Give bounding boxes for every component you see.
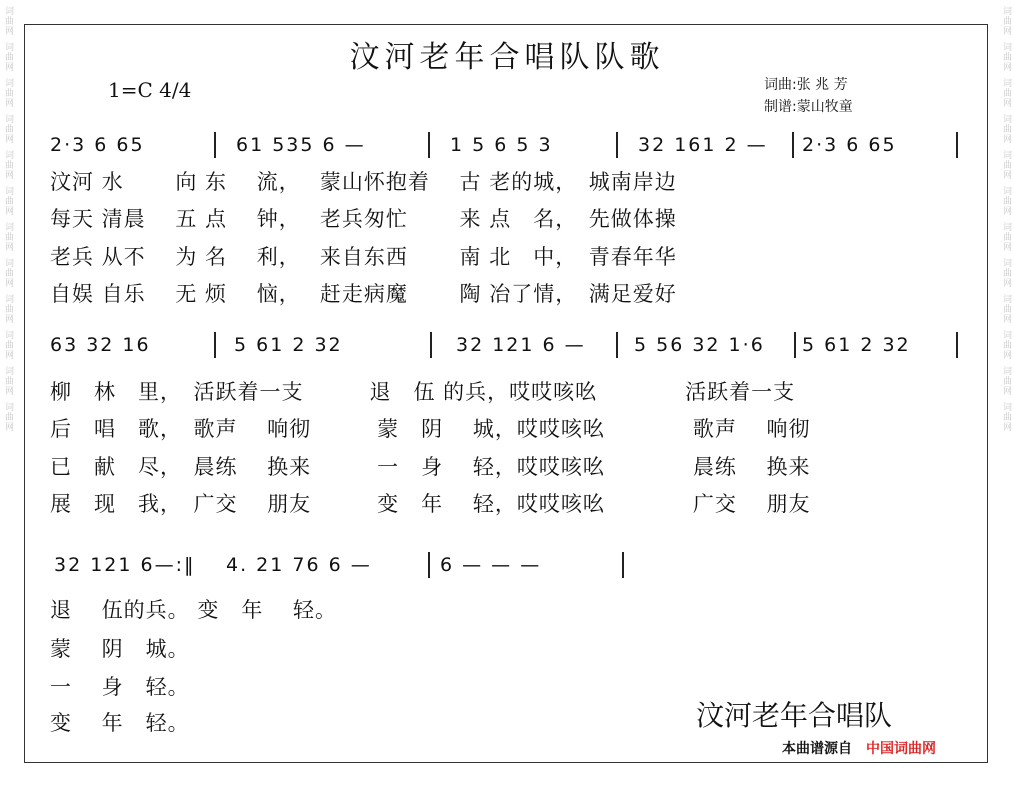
song-title: 汶河老年合唱队队歌	[349, 40, 665, 75]
watermark-text: 词曲网	[3, 150, 13, 180]
key-signature: 1=C 4/4	[108, 78, 192, 102]
measure: 6 — — —	[440, 554, 542, 576]
source-note	[782, 738, 936, 758]
lyric-line: 汶河 水 向 东 流， 蒙山怀抱着 古 老的城， 城南岸边	[50, 170, 677, 194]
bar-line	[214, 132, 216, 158]
watermark-text: 词曲网	[3, 114, 13, 144]
notation-row-1	[50, 128, 960, 168]
measure: 32 121 6—:‖	[54, 554, 196, 576]
lyric-line: 展 现 我， 广交 朋友 变 年 轻，哎哎咳吆 广交 朋友	[50, 492, 811, 516]
bar-line	[428, 552, 430, 578]
watermark-text: 词曲网	[3, 78, 13, 108]
notation-row-3	[50, 548, 650, 588]
measure: 32 121 6 —	[456, 334, 586, 356]
lyric-line: 一 身 轻。	[50, 675, 190, 699]
watermark-text: 词曲网	[3, 186, 13, 216]
left-watermark-strip	[0, 0, 16, 785]
watermark-text: 词曲网	[1001, 42, 1011, 72]
credits	[764, 74, 853, 118]
watermark-text: 词曲网	[3, 330, 13, 360]
measure: 1 5 6 5 3	[450, 134, 553, 156]
watermark-text: 词曲网	[3, 366, 13, 396]
right-watermark-strip	[998, 0, 1014, 785]
bar-line	[214, 332, 216, 358]
measure: 5 56 32 1·6	[634, 334, 765, 356]
watermark-text: 词曲网	[3, 222, 13, 252]
watermark-text: 词曲网	[1001, 330, 1011, 360]
lyric-line: 变 年 轻。	[50, 711, 190, 735]
measure: 5 61 2 32	[234, 334, 343, 356]
lyric-line: 每天 清晨 五 点 钟， 老兵匆忙 来 点 名， 先做体操	[50, 207, 677, 231]
watermark-text: 词曲网	[1001, 6, 1011, 36]
lyric-line: 后 唱 歌， 歌声 响彻 蒙 阴 城，哎哎咳吆 歌声 响彻	[50, 417, 811, 441]
measure: 63 32 16	[50, 334, 151, 356]
lyric-line: 蒙 阴 城。	[50, 637, 190, 661]
lyric-line: 已 献 尽， 晨练 换来 一 身 轻，哎哎咳吆 晨练 换来	[50, 455, 811, 479]
measure: 61 535 6 —	[236, 134, 366, 156]
lyric-line: 自娱 自乐 无 烦 恼， 赶走病魔 陶 冶了情， 满足爱好	[50, 282, 677, 306]
bar-line	[956, 132, 958, 158]
credit-lyrics-music: 词曲:张 兆 芳	[764, 77, 848, 93]
bar-line	[616, 132, 618, 158]
measure: 5 61 2 32	[802, 334, 911, 356]
measure: 2·3 6 65	[50, 134, 145, 156]
watermark-text: 词曲网	[3, 294, 13, 324]
bar-line	[622, 552, 624, 578]
watermark-text: 词曲网	[1001, 150, 1011, 180]
bar-line	[616, 332, 618, 358]
watermark-text: 词曲网	[1001, 186, 1011, 216]
watermark-text: 词曲网	[1001, 78, 1011, 108]
watermark-text: 词曲网	[1001, 294, 1011, 324]
credit-arranger: 制谱:蒙山牧童	[764, 99, 853, 115]
bar-line	[428, 132, 430, 158]
measure: 32 161 2 —	[638, 134, 768, 156]
bar-line	[792, 132, 794, 158]
measure: 4. 21 76 6 —	[226, 554, 372, 576]
lyric-line: 老兵 从不 为 名 利， 来自东西 南 北 中， 青春年华	[50, 245, 677, 269]
watermark-text: 词曲网	[1001, 114, 1011, 144]
watermark-text: 词曲网	[1001, 366, 1011, 396]
watermark-text: 词曲网	[1001, 222, 1011, 252]
watermark-text: 词曲网	[3, 6, 13, 36]
notation-row-2	[50, 328, 960, 368]
watermark-text: 词曲网	[1001, 258, 1011, 288]
watermark-text: 词曲网	[1001, 402, 1011, 432]
watermark-text: 词曲网	[3, 42, 13, 72]
watermark-text: 词曲网	[3, 402, 13, 432]
bar-line	[956, 332, 958, 358]
bar-line	[794, 332, 796, 358]
measure: 2·3 6 65	[802, 134, 897, 156]
bar-line	[430, 332, 432, 358]
watermark-text: 词曲网	[3, 258, 13, 288]
source-label: 本曲谱源自	[782, 741, 852, 757]
lyric-line: 退 伍的兵。 变 年 轻。	[50, 598, 338, 622]
source-site-link[interactable]: 中国词曲网	[866, 741, 936, 757]
lyric-line: 柳 林 里， 活跃着一支 退 伍 的兵，哎哎咳吆 活跃着一支	[50, 380, 796, 404]
choir-name: 汶河老年合唱队	[696, 699, 893, 732]
